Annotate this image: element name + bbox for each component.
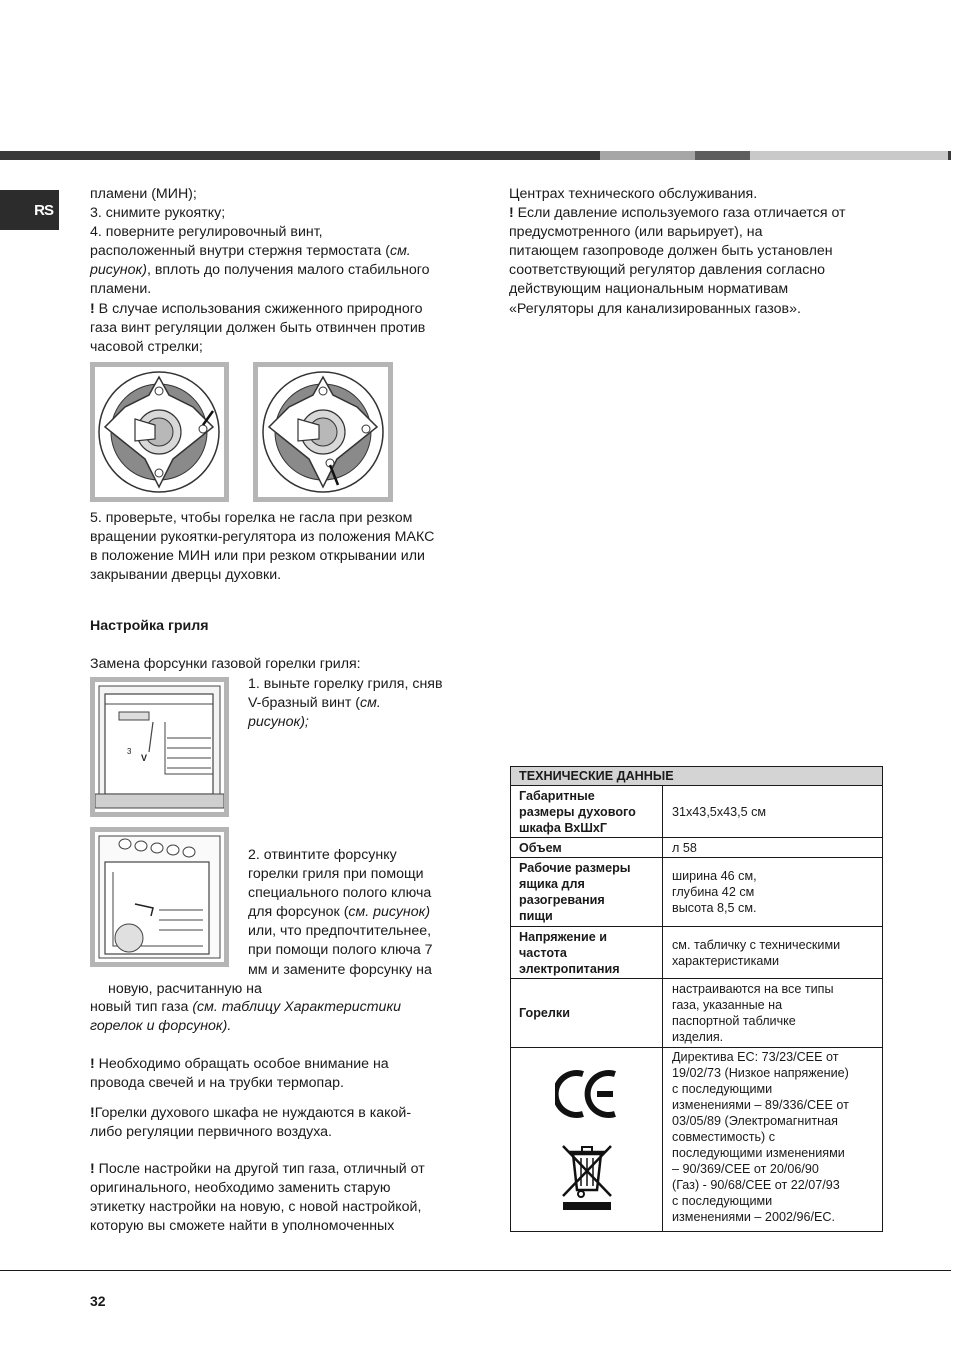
warning-mark: ! <box>90 1105 95 1121</box>
spec-value: ширина 46 см, глубина 42 см высота 8,5 см. <box>663 858 883 927</box>
text-line: вращении рукоятки-регулятора из положения МАКС <box>90 529 435 546</box>
text-line: либо регуляции первичного воздуха. <box>90 1124 332 1141</box>
warning-mark: ! <box>90 1056 95 1072</box>
page-number: 32 <box>90 1293 106 1309</box>
text-line <box>90 261 430 280</box>
spec-key: Габаритные размеры духового шкафа ВхШхГ <box>511 786 663 838</box>
text-line: пламени. <box>90 281 152 298</box>
text-line <box>90 1104 411 1123</box>
note-label-replace <box>90 1160 425 1236</box>
text-line: этикетку настройки на новую, с новой настройкой, <box>90 1199 422 1216</box>
text-line: специального полого ключа <box>248 885 432 902</box>
footer-rule <box>0 1270 951 1271</box>
spec-key: Горелки <box>511 979 663 1048</box>
text-line: 4. поверните регулировочный винт, <box>90 224 323 241</box>
grill-heading: Настройка гриля <box>90 618 209 634</box>
text-line: 3. снимите рукоятку; <box>90 205 226 222</box>
text-span: После настройки на другой тип газа, отличный от <box>94 1161 425 1177</box>
text-line: в положение МИН или при резком открывании или <box>90 548 425 565</box>
header-bar-light <box>600 151 695 160</box>
figure-label: V <box>141 753 148 763</box>
text-span: расположенный внутри стержня термостата ( <box>90 243 390 260</box>
text-line: «Регуляторы для канализированных газов». <box>509 300 801 317</box>
grill-figure-1 <box>90 677 229 817</box>
text-line: или, что предпочтительнее, <box>248 923 432 940</box>
text-line: 5. проверьте, чтобы горелка не гасла при резком <box>90 510 413 526</box>
note-ignition-wires <box>90 1055 389 1093</box>
text-span: новый тип газа <box>90 999 193 1015</box>
spec-key: Напряжение и частота электропитания <box>511 927 663 979</box>
text-line <box>248 713 443 732</box>
step5-text <box>90 509 434 585</box>
grill-step2-tail <box>90 998 401 1036</box>
spec-value: см. табличку с техническими характеристиками <box>663 927 883 979</box>
knob-figure-1 <box>90 362 229 502</box>
technical-data-table <box>510 766 883 1232</box>
text-line <box>509 204 846 223</box>
table-title: ТЕХНИЧЕСКИЕ ДАННЫЕ <box>511 767 883 786</box>
ce-mark-icon <box>555 1068 619 1120</box>
note-oven-burners <box>90 1104 411 1142</box>
table-header-row <box>511 767 883 786</box>
grill-figure-2 <box>90 827 229 967</box>
col1-top-text <box>90 185 430 357</box>
text-line <box>90 242 430 261</box>
table-row <box>511 979 883 1048</box>
text-span: Если давление используемого газа отличается от <box>513 205 846 222</box>
text-line <box>90 998 401 1017</box>
text-line: закрывании дверцы духовки. <box>90 567 282 584</box>
figure-label: 3 <box>127 747 132 756</box>
text-italic: см. рисунок) <box>348 904 431 921</box>
text-line <box>248 903 433 922</box>
oven-nozzle-illustration <box>95 832 224 962</box>
text-italic: (см. таблицу Характеристики <box>192 999 402 1015</box>
text-line: оригинального, необходимо заменить старую <box>90 1180 391 1197</box>
text-span: Необходимо обращать особое внимание на <box>94 1056 389 1072</box>
text-line: действующим национальным нормативам <box>509 281 789 298</box>
spec-key: Рабочие размеры ящика для разогревания пищи <box>511 858 663 927</box>
text-italic: рисунок); <box>248 714 309 731</box>
text-line: соответствующий регулятор давления согласно <box>509 262 826 279</box>
grill-intro: Замена форсунки газовой горелки гриля: <box>90 656 361 672</box>
text-span: V-бразный винт ( <box>248 695 361 712</box>
table-row <box>511 786 883 838</box>
certification-marks-cell <box>511 1048 663 1232</box>
table-row <box>511 927 883 979</box>
text-line: предусмотренного (или варьирует), на <box>509 224 763 241</box>
warning-mark: ! <box>90 1161 95 1177</box>
table-row <box>511 1048 883 1232</box>
text-italic: см. <box>360 695 381 712</box>
table-row <box>511 858 883 927</box>
thermostat-knob-illustration <box>258 367 388 497</box>
spec-value: л 58 <box>663 838 883 858</box>
text-italic: горелок и форсунок). <box>90 1018 232 1035</box>
text-line: питающем газопроводе должен быть установлен <box>509 243 833 260</box>
col2-text <box>509 185 846 319</box>
spec-key: Объем <box>511 838 663 858</box>
spec-value: 31х43,5х43,5 см <box>663 786 883 838</box>
text-line: горелки гриля при помощи <box>248 866 424 883</box>
text-line <box>90 1160 425 1179</box>
text-line: при помощи полого ключа 7 <box>248 942 433 959</box>
weee-bin-icon <box>559 1142 615 1212</box>
header-bar-end <box>948 151 951 160</box>
oven-grill-illustration <box>95 682 224 812</box>
grill-step2 <box>248 846 433 980</box>
header-bar-dark <box>0 151 600 160</box>
text-line: часовой стрелки; <box>90 338 203 355</box>
directive-text: Директива ЕС: 73/23/CEE от 19/02/73 (Низкое напряжение) с последующими изменениями – 89/336/CEE от 03/05/89 (Электромагнитная совместимость) с последующими изменениями – 90/369/CEE от 20/06/90 (Газ) - 90/68/CEE от 22/07/93 с последующими изменениями – 2002/96/EC. <box>663 1048 883 1232</box>
text-line: 2. отвинтите форсунку <box>248 847 397 863</box>
text-italic: рисунок) <box>90 262 147 279</box>
header-bar-mid <box>695 151 750 160</box>
text-line <box>248 694 443 713</box>
grill-step1 <box>248 675 443 732</box>
text-line <box>90 300 430 319</box>
text-line: газа винт регуляции должен быть отвинчен против <box>90 319 426 336</box>
text-span: В случае использования сжиженного природного <box>94 300 423 317</box>
knob-figure-2 <box>253 362 393 502</box>
text-line <box>90 1055 389 1074</box>
text-span: для форсунок ( <box>248 904 349 921</box>
header-bar-pale <box>750 151 948 160</box>
text-span: Горелки духового шкафа не нуждаются в какой- <box>94 1105 412 1121</box>
spec-value: настраиваются на все типы газа, указанные на паспортной табличке изделия. <box>663 979 883 1048</box>
thermostat-knob-illustration <box>95 367 224 497</box>
warning-mark: ! <box>90 300 95 317</box>
warning-mark: ! <box>509 205 514 222</box>
text-line: пламени (МИН); <box>90 186 197 202</box>
text-line <box>90 1017 401 1036</box>
grill-step2-cont: новую, расчитанную на <box>108 981 262 997</box>
table-row <box>511 838 883 858</box>
text-line: которую вы сможете найти в уполномоченных <box>90 1218 395 1235</box>
text-line: Центрах технического обслуживания. <box>509 186 758 202</box>
text-span: , вплоть до получения малого стабильного <box>146 262 430 279</box>
text-line: 1. выньте горелку гриля, сняв <box>248 676 443 692</box>
text-italic: см. <box>389 243 411 260</box>
language-tab: RS <box>0 190 59 230</box>
text-line: мм и замените форсунку на <box>248 961 432 978</box>
text-line: провода свечей и на трубки термопар. <box>90 1075 344 1092</box>
